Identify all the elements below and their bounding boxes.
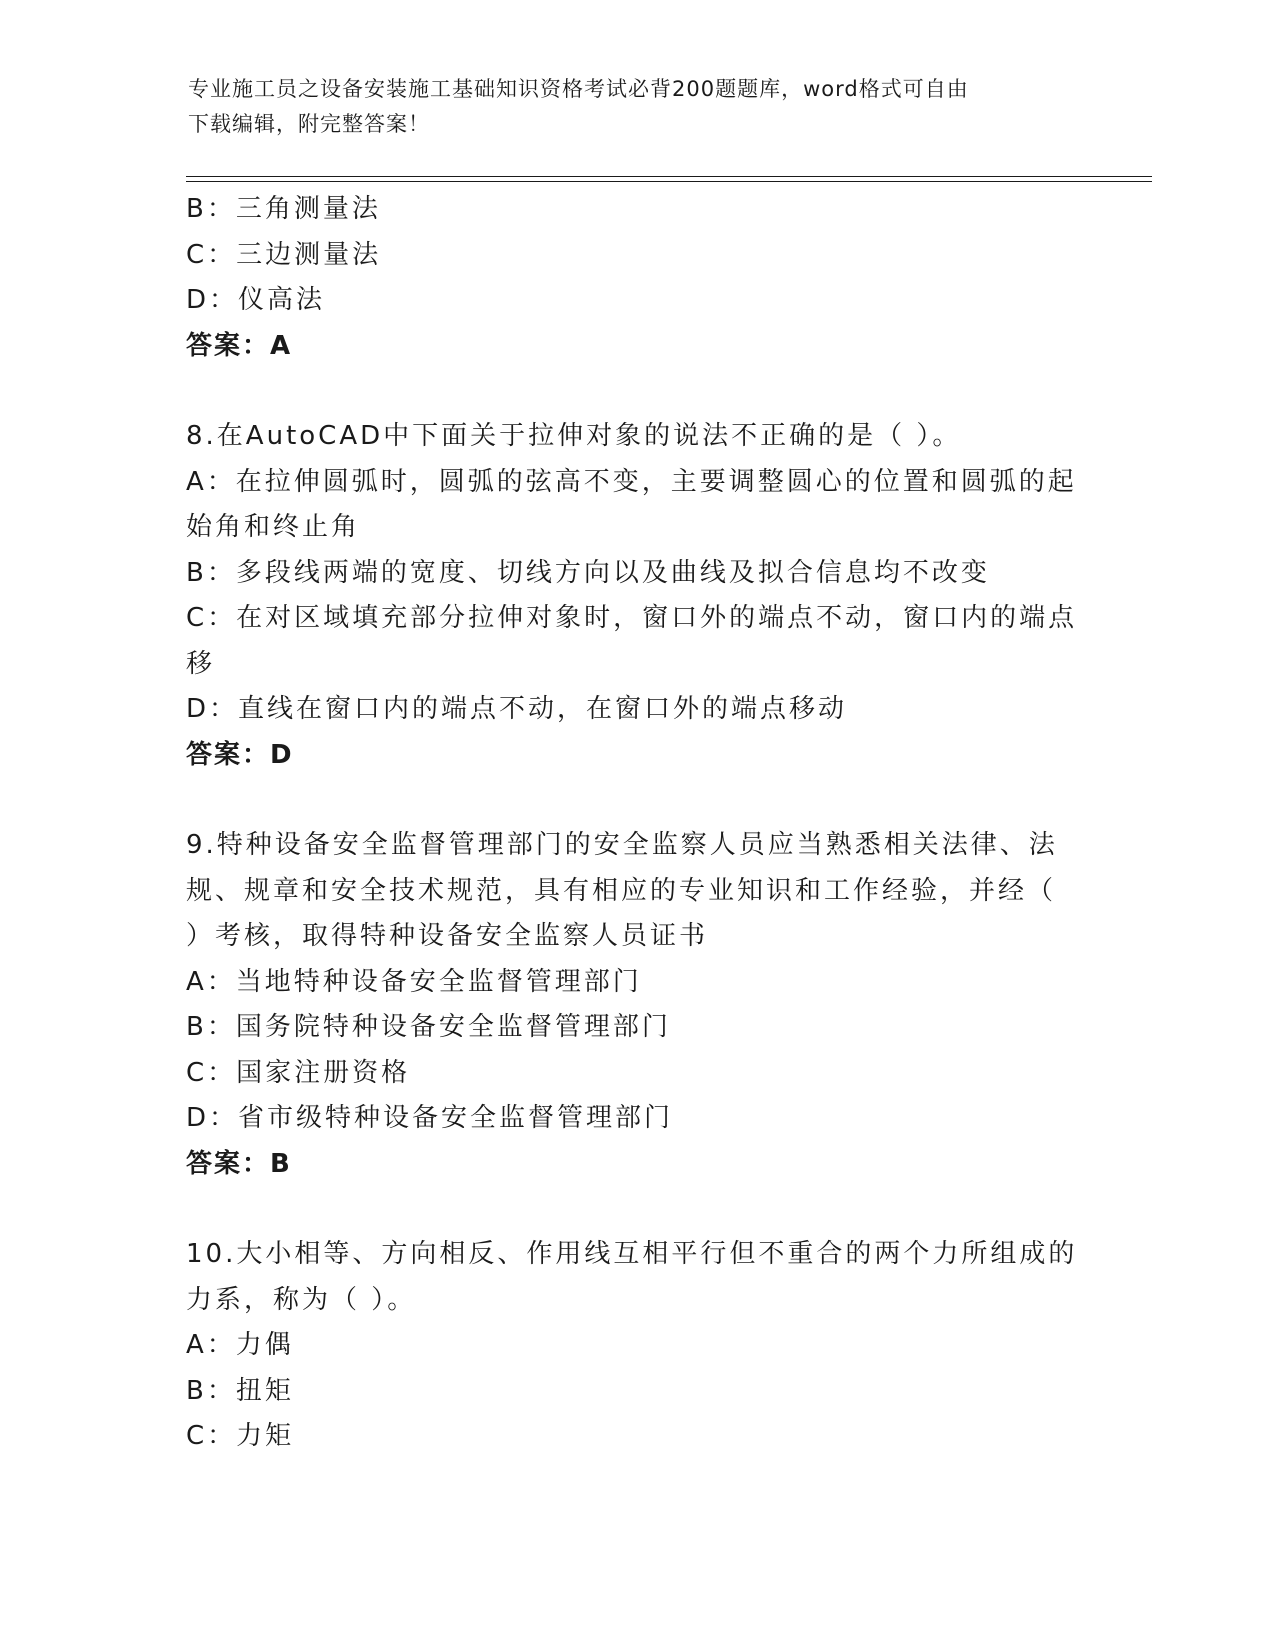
question-stem: 9.特种设备安全监督管理部门的安全监察人员应当熟悉相关法律、法: [186, 830, 1058, 860]
question-list: [186, 187, 1086, 1460]
option-a: A：力偶: [186, 1330, 294, 1360]
option-c-continued: 移: [186, 648, 216, 679]
option-c: C：三边测量法: [186, 239, 382, 270]
question-7: [186, 187, 1086, 369]
question-stem: 8.在AutoCAD中下面关于拉伸对象的说法不正确的是（ ）。: [186, 421, 962, 451]
question-9: [186, 823, 1086, 1187]
option-c: C：国家注册资格: [186, 1057, 411, 1088]
option-c: C：力矩: [186, 1421, 295, 1451]
question-stem-continued: 力系，称为（ ）。: [186, 1284, 417, 1315]
question-stem-continued: ）考核，取得特种设备安全监察人员证书: [186, 921, 709, 951]
header-divider-top: [186, 176, 1152, 177]
question-spacer: [186, 778, 1086, 823]
header-title-line-1: 专业施工员之设备安装施工基础知识资格考试必背200题题库，word格式可自由: [188, 77, 969, 101]
header-divider-bottom: [186, 181, 1152, 182]
answer-line: 答案：D: [186, 739, 294, 770]
question-10: [186, 1232, 1086, 1460]
question-stem: 10.大小相等、方向相反、作用线互相平行但不重合的两个力所组成的: [186, 1239, 1078, 1269]
option-d: D：直线在窗口内的端点不动，在窗口外的端点移动: [186, 694, 848, 724]
document-header: [188, 72, 1068, 142]
option-b: B：国务院特种设备安全监督管理部门: [186, 1012, 671, 1042]
answer-line: 答案：B: [186, 1148, 292, 1179]
question-spacer: [186, 1187, 1086, 1232]
option-a: A：当地特种设备安全监督管理部门: [186, 966, 642, 997]
option-d: D：省市级特种设备安全监督管理部门: [186, 1103, 674, 1133]
question-spacer: [186, 369, 1086, 414]
option-c: C：在对区域填充部分拉伸对象时，窗口外的端点不动，窗口内的端点: [186, 603, 1078, 633]
header-title-line-2: 下载编辑，附完整答案！: [188, 112, 430, 136]
option-b: B：多段线两端的宽度、切线方向以及曲线及拟合信息均不改变: [186, 557, 990, 588]
option-b: B：三角测量法: [186, 194, 381, 224]
question-stem-continued: 规、规章和安全技术规范，具有相应的专业知识和工作经验，并经（: [186, 875, 1057, 906]
option-b: B：扭矩: [186, 1375, 294, 1406]
answer-line: 答案：A: [186, 330, 293, 361]
question-8: [186, 414, 1086, 778]
option-a: A：在拉伸圆弧时，圆弧的弦高不变，主要调整圆心的位置和圆弧的起: [186, 466, 1077, 497]
option-d: D：仪高法: [186, 285, 326, 315]
option-a-continued: 始角和终止角: [186, 512, 361, 542]
